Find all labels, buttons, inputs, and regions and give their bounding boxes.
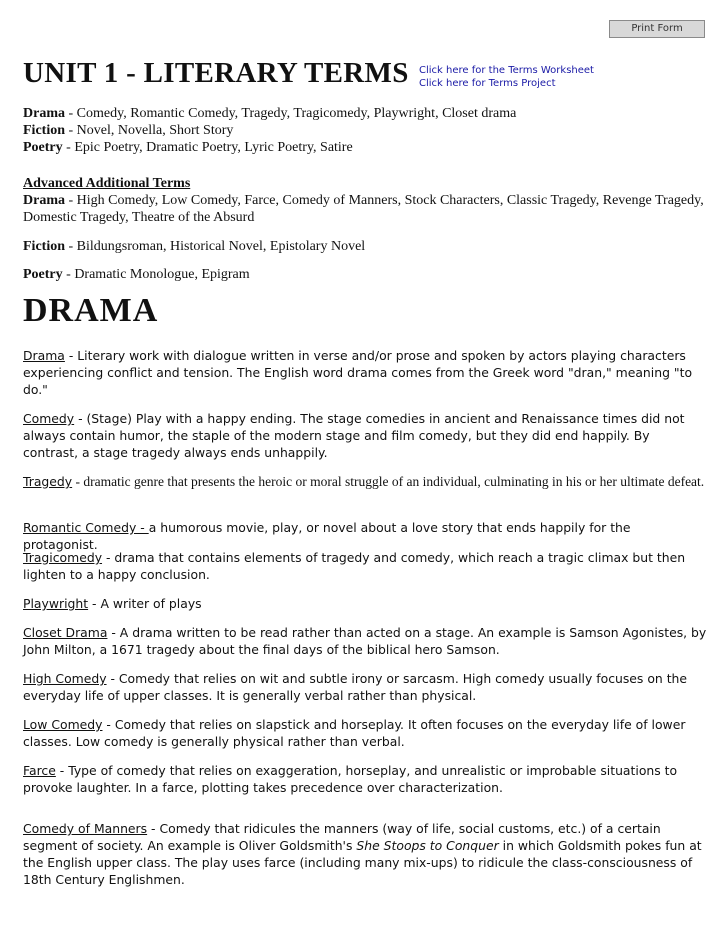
summary-fiction: Fiction - Novel, Novella, Short Story bbox=[23, 123, 234, 138]
advanced-poetry: Poetry - Dramatic Monologue, Epigram bbox=[23, 267, 250, 282]
terms-project-link[interactable]: Click here for Terms Project bbox=[419, 78, 556, 89]
summary-poetry: Poetry - Epic Poetry, Dramatic Poetry, Lyric Poetry, Satire bbox=[23, 140, 353, 155]
entry-tragicomedy: Tragicomedy - drama that contains elements of tragedy and comedy, which reach a tragic climax but then lighten to a happy conclusion. bbox=[23, 550, 686, 582]
terms-worksheet-link[interactable]: Click here for the Terms Worksheet bbox=[419, 65, 594, 76]
entry-high-comedy: High Comedy - Comedy that relies on wit and subtle irony or sarcasm. High comedy usually focuses on the everyday life of upper classes. It is generally verbal rather than physical. bbox=[23, 671, 688, 703]
print-form-button[interactable]: Print Form bbox=[609, 20, 705, 38]
entry-comedy-of-manners: Comedy of Manners - Comedy that ridicules the manners (way of life, social customs, etc.) of a certain segment of society. An example is Oliver Goldsmith's She Stoops to Conquer in which Goldsmith pokes fun at the English upper class. The play uses farce (including many mix-ups) to ridicule the class-consciousness of 18th Century Englishmen. bbox=[23, 821, 702, 887]
entry-playwright: Playwright - A writer of plays bbox=[23, 596, 202, 611]
entry-drama: Drama - Literary work with dialogue written in verse and/or prose and spoken by actors playing characters experiencing conflict and tension. The English word drama comes from the Greek word "dran," meaning "to do." bbox=[23, 348, 693, 397]
advanced-heading: Advanced Additional Terms bbox=[23, 176, 191, 191]
entry-low-comedy: Low Comedy - Comedy that relies on slapstick and horseplay. It often focuses on the everyday life of lower classes. Low comedy is generally physical rather than verbal. bbox=[23, 717, 686, 749]
advanced-terms bbox=[23, 175, 713, 226]
entry-tragedy: Tragedy - dramatic genre that presents the heroic or moral struggle of an individual, culminating in his or her ultimate defeat. bbox=[23, 474, 705, 489]
advanced-fiction: Fiction - Bildungsroman, Historical Novel, Epistolary Novel bbox=[23, 239, 366, 254]
advanced-drama: Drama - High Comedy, Low Comedy, Farce, Comedy of Manners, Stock Characters, Classic Tragedy, Revenge Tragedy, Domestic Tragedy, Theatre of the Absurd bbox=[23, 193, 704, 225]
link-group bbox=[419, 64, 594, 90]
summary-drama: Drama - Comedy, Romantic Comedy, Tragedy, Tragicomedy, Playwright, Closet drama bbox=[23, 106, 517, 121]
entry-closet-drama: Closet Drama - A drama written to be read rather than acted on a stage. An example is Samson Agonistes, by John Milton, a 1671 tragedy about the final days of the biblical hero Samson. bbox=[23, 625, 707, 657]
entry-comedy: Comedy - (Stage) Play with a happy ending. The stage comedies in ancient and Renaissance times did not always contain humor, the staple of the modern stage and film comedy, but they did end happily. By contrast, a stage tragedy always ends unhappily. bbox=[23, 411, 685, 460]
entry-farce: Farce - Type of comedy that relies on exaggeration, horseplay, and unrealistic or improbable situations to provoke laughter. In a farce, plotting takes precedence over characterization. bbox=[23, 763, 678, 795]
entry-romantic-comedy: Romantic Comedy - a humorous movie, play, or novel about a love story that ends happily for the protagonist. bbox=[23, 520, 631, 552]
page-title: UNIT 1 - LITERARY TERMS bbox=[23, 57, 409, 89]
drama-heading: DRAMA bbox=[23, 292, 159, 329]
summary-list bbox=[23, 105, 713, 156]
